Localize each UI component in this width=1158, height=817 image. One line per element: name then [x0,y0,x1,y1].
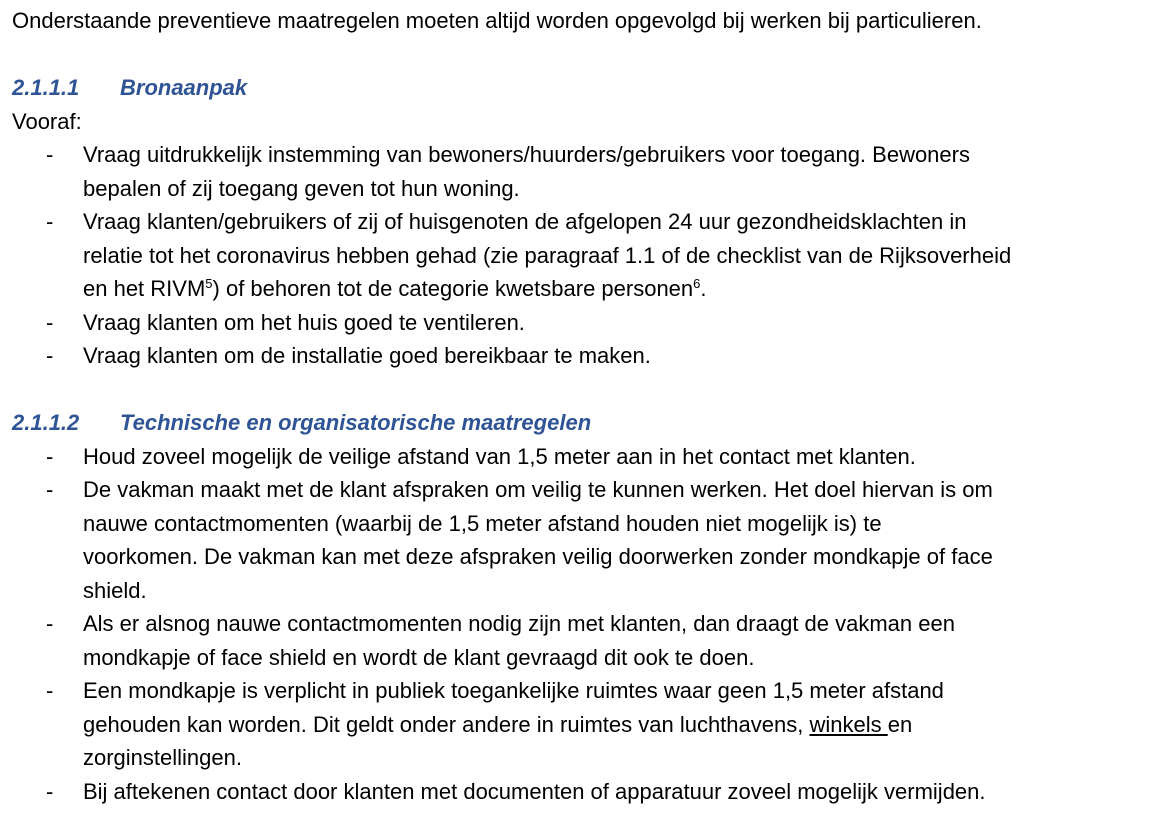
list-item [12,205,1152,306]
bullet-dash: - [46,209,54,234]
list-item-line [83,272,1152,306]
spacer [12,38,1152,72]
text-segment: gehouden kan worden. Dit geldt onder andere in ruimtes van luchthavens, [83,711,810,737]
list-item-line: Bij aftekenen contact door klanten met documenten of apparatuur zoveel mogelijk vermijden. [83,778,986,804]
list-item-line: Vraag uitdrukkelijk instemming van bewoners/huurders/gebruikers voor toegang. Bewoners [83,142,970,167]
list-item [12,440,1152,474]
list-item-line: Houd zoveel mogelijk de veilige afstand van 1,5 meter aan in het contact met klanten. [83,443,916,469]
section-title: Technische en organisatorische maatregelen [120,410,592,435]
bullet-dash: - [46,142,54,167]
bronaanpak-list [12,138,1152,373]
list-item-line: Vraag klanten om de installatie goed bereikbaar te maken. [83,343,651,368]
list-item-line [83,708,1152,742]
bullet-dash: - [46,678,54,703]
technische-list [12,440,1152,809]
list-item-line: Vraag klanten/gebruikers of zij of huisgenoten de afgelopen 24 uur gezondheidsklachten in [83,209,967,234]
list-item-line: bepalen of zij toegang geven tot hun woning. [83,175,520,201]
spacer [12,373,1152,407]
list-item-line: nauwe contactmomenten (waarbij de 1,5 meter afstand houden niet mogelijk is) te [83,510,882,536]
list-item-line: mondkapje of face shield en wordt de klant gevraagd dit ook te doen. [83,644,755,670]
list-item-line: shield. [83,577,147,603]
document-page [12,4,1152,808]
list-item [12,306,1152,340]
section-heading-technische-maatregelen [12,406,1152,440]
section-number: 2.1.1.1 [12,75,80,100]
text-segment: ) of behoren tot de categorie kwetsbare personen [212,276,694,301]
footnote-ref[interactable]: 5 [205,276,213,291]
intro-paragraph: Onderstaande preventieve maatregelen moeten altijd worden opgevolgd bij werken bij particulieren. [12,8,982,33]
list-item [12,138,1152,205]
list-item [12,674,1152,775]
text-segment: . [700,276,707,301]
footnote-ref[interactable]: 6 [693,276,701,291]
list-item [12,339,1152,373]
list-item-line: relatie tot het coronavirus hebben gehad (zie paragraaf 1.1 of de checklist van de Rijksoverheid [83,242,1012,268]
list-item-line: Vraag klanten om het huis goed te ventileren. [83,309,525,335]
section-heading-bronaanpak [12,71,1152,105]
vooraf-label: Vooraf: [12,108,82,134]
bullet-dash: - [46,309,54,335]
list-item [12,775,1152,809]
list-item-line: Een mondkapje is verplicht in publiek toegankelijke ruimtes waar geen 1,5 meter afstand [83,678,944,703]
section-title: Bronaanpak [120,75,248,100]
text-segment: en het RIVM [83,276,206,301]
section-number: 2.1.1.2 [12,410,80,435]
list-item-line: zorginstellingen. [83,745,242,770]
bullet-dash: - [46,778,54,804]
bullet-dash: - [46,443,54,469]
list-item-line: Als er alsnog nauwe contactmomenten nodig zijn met klanten, dan draagt de vakman een [83,611,955,636]
list-item [12,473,1152,607]
bullet-dash: - [46,611,54,636]
underlined-text: winkels [809,711,888,737]
bullet-dash: - [46,477,54,502]
bullet-dash: - [46,343,54,368]
list-item-line: voorkomen. De vakman kan met deze afspraken veilig doorwerken zonder mondkapje of face [83,544,993,569]
text-segment: en [887,711,913,737]
list-item [12,607,1152,674]
list-item-line: De vakman maakt met de klant afspraken om veilig te kunnen werken. Het doel hiervan is om [83,477,993,502]
